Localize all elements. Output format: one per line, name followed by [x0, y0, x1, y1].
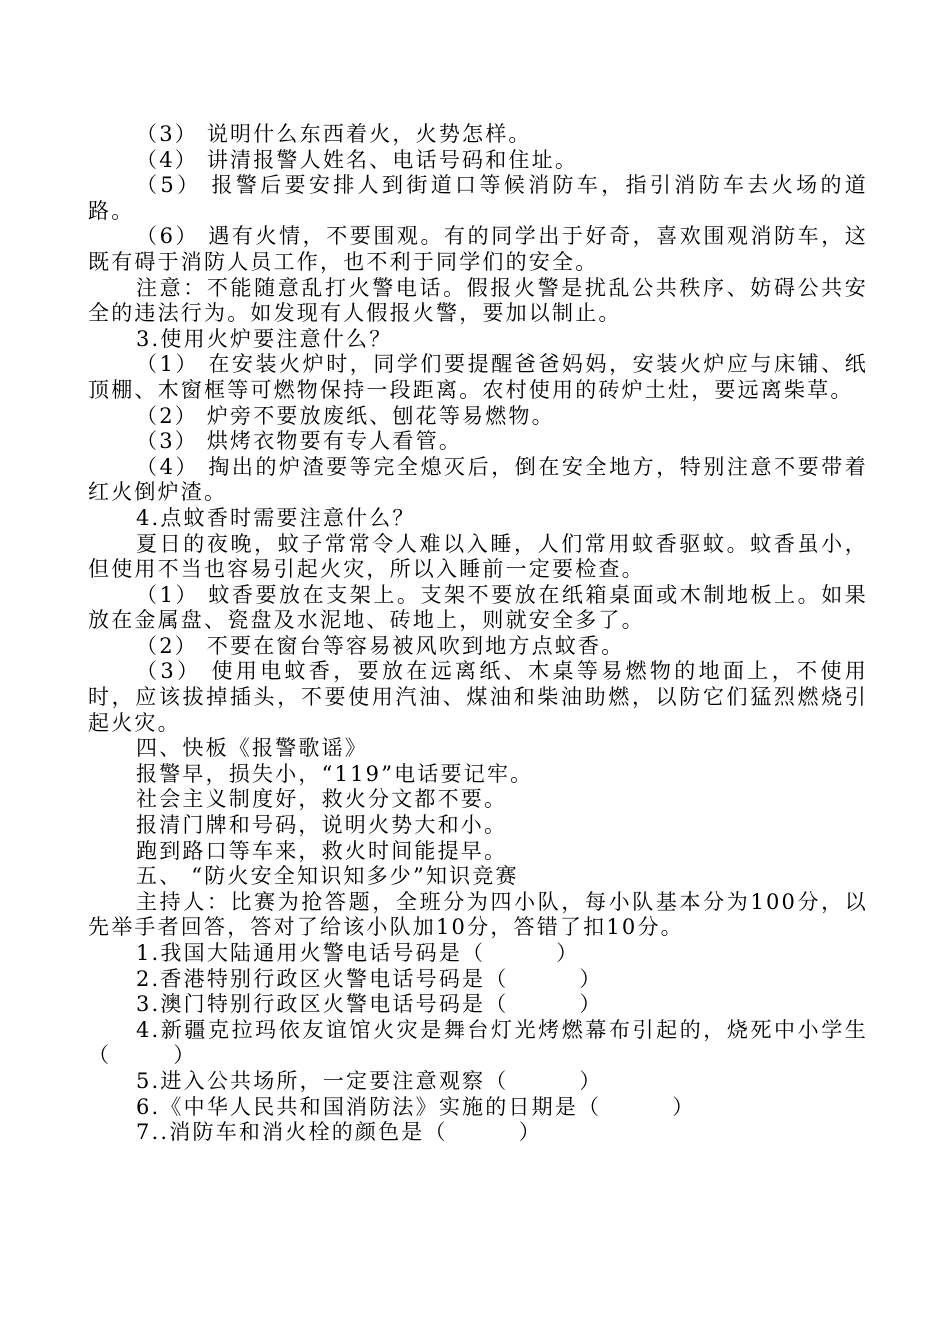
song-line: 报警早，损失小，“119”电话要记牢。	[136, 761, 534, 786]
section-heading: 五、 “防火安全知识知多少”知识竞赛	[136, 864, 519, 889]
paragraph: （1） 在安装火炉时，同学们要提醒爸爸妈妈，安装火炉应与床铺、纸顶棚、木窗框等可燃物保持一段距离。农村使用的砖炉土灶，要远离柴草。	[88, 352, 868, 402]
paragraph: （4） 讲清报警人姓名、电话号码和住址。	[136, 147, 579, 172]
paragraph: （6） 遇有火情，不要围观。有的同学出于好奇，喜欢围观消防车，这既有碍于消防人员工作，也不利于同学们的安全。	[88, 224, 868, 274]
quiz-question: 5.进入公共场所，一定要注意观察（ ）	[136, 1068, 603, 1093]
paragraph: （3） 烘烤衣物要有专人看管。	[136, 429, 463, 454]
section-heading: 四、快板《报警歌谣》	[136, 736, 368, 761]
song-line: 社会主义制度好，救火分文都不要。	[136, 787, 508, 812]
quiz-question: 3.澳门特别行政区火警电话号码是（ ）	[136, 992, 603, 1017]
quiz-question: 2.香港特别行政区火警电话号码是（ ）	[136, 966, 603, 991]
paragraph: （3） 使用电蚊香，要放在远离纸、木桌等易燃物的地面上，不使用时，应该拔掉插头，不要使用汽油、煤油和柴油助燃，以防它们猛烈燃烧引起火灾。	[88, 659, 868, 735]
quiz-question: 7..消防车和消火栓的颜色是（ ）	[136, 1120, 542, 1145]
paragraph: （1） 蚊香要放在支架上。支架不要放在纸箱桌面或木制地板上。如果放在金属盘、瓷盘及水泥地、砖地上，则就安全多了。	[88, 582, 868, 633]
paragraph: 夏日的夜晚，蚊子常常令人难以入睡，人们常用蚊香驱蚊。蚊香虽小，但使用不当也容易引起火灾，所以入睡前一定要检查。	[88, 531, 868, 582]
paragraph: 主持人：比赛为抢答题，全班分为四小队，每小队基本分为100分，以先举手者回答，答对了给该小队加10分，答错了扣10分。	[88, 889, 868, 940]
quiz-question: 6.《中华人民共和国消防法》实施的日期是（ ）	[136, 1094, 696, 1119]
song-line: 报清门牌和号码，说明火势大和小。	[136, 813, 508, 838]
paragraph: （2） 不要在窗台等容易被风吹到地方点蚊香。	[136, 633, 625, 658]
document-body	[88, 122, 868, 1146]
section-heading: 3.使用火炉要注意什么？	[136, 326, 393, 351]
paragraph: 注意：不能随意乱打火警电话。假报火警是扰乱公共秩序、妨碍公共安全的违法行为。如发现有人假报火警，要加以制止。	[88, 275, 868, 326]
song-line: 跑到路口等车来，救火时间能提早。	[136, 838, 508, 863]
paragraph: （5） 报警后要安排人到街道口等候消防车，指引消防车去火场的道路。	[88, 173, 868, 223]
quiz-question: 1.我国大陆通用火警电话号码是（ ）	[136, 941, 580, 965]
paragraph: （3） 说明什么东西着火，火势怎样。	[136, 122, 532, 146]
paragraph: （2） 炉旁不要放废纸、刨花等易燃物。	[136, 403, 555, 428]
paragraph: （4） 掏出的炉渣要等完全熄灭后，倒在安全地方，特别注意不要带着红火倒炉渣。	[88, 454, 868, 505]
quiz-question: 4.新疆克拉玛依友谊馆火灾是舞台灯光烤燃幕布引起的，烧死中小学生（ ）	[88, 1017, 868, 1068]
section-heading: 4.点蚊香时需要注意什么？	[136, 505, 416, 530]
